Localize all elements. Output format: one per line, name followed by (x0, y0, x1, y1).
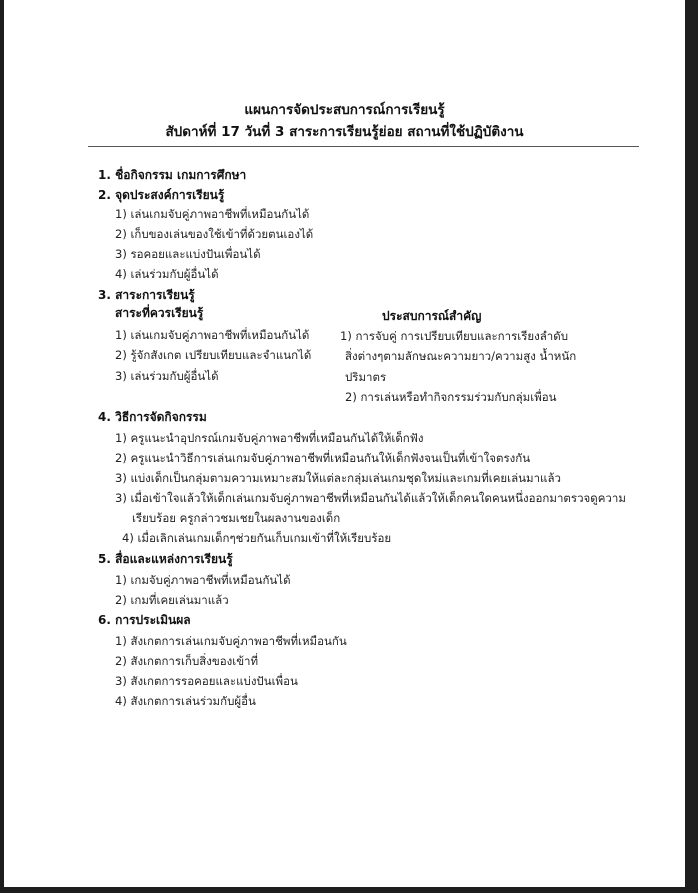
objective-item: 1) เล่นเกมจับคู่ภาพอาชีพที่เหมือนกันได้ (115, 207, 310, 221)
media-item: 1) เกมจับคู่ภาพอาชีพที่เหมือนกันได้ (115, 573, 291, 587)
evaluation-item: 4) สังเกตการเล่นร่วมกับผู้อื่น (115, 694, 256, 708)
procedure-item: 4) เมื่อเลิกเล่นเกมเด็กๆช่วยกันเก็บเกมเข้าที่ให้เรียบร้อย (122, 531, 392, 545)
procedure-item: 1) ครูแนะนำอุปกรณ์เกมจับคู่ภาพอาชีพที่เหมือนกันได้ให้เด็กฟัง (115, 431, 424, 445)
section5-heading: 5. สื่อและแหล่งการเรียนรู้ (98, 552, 233, 566)
experience-item-cont: สิ่งต่างๆตามลักษณะความยาว/ความสูง น้ำหนัก (345, 349, 577, 363)
procedure-item: 2) ครูแนะนำวิธีการเล่นเกมจับคู่ภาพอาชีพที่เหมือนกันให้เด็กฟังจนเป็นที่เข้าใจตรงกัน (115, 451, 531, 465)
evaluation-item: 3) สังเกตการรอคอยและแบ่งปันเพื่อน (115, 674, 298, 688)
section3-heading: 3. สาระการเรียนรู้ (98, 288, 195, 302)
experience-item: 1) การจับคู่ การเปรียบเทียบและการเรียงลำดับ (340, 329, 569, 343)
evaluation-item: 2) สังเกตการเก็บสิ่งของเข้าที่ (115, 654, 259, 668)
experience-item-cont: ปริมาตร (345, 370, 387, 384)
content-item: 3) เล่นร่วมกับผู้อื่นได้ (115, 369, 219, 383)
content-item: 1) เล่นเกมจับคู่ภาพอาชีพที่เหมือนกันได้ (115, 328, 310, 342)
procedure-item-cont: เรียบร้อย ครูกล่าวชมเชยในผลงานของเด็ก (132, 511, 341, 525)
experience-column-heading: ประสบการณ์สำคัญ (382, 309, 482, 323)
document-title: แผนการจัดประสบการณ์การเรียนรู้ (244, 102, 445, 118)
document-subtitle: สัปดาห์ที่ 17 วันที่ 3 สาระการเรียนรู้ย่อย สถานที่ใช้ปฏิบัติงาน (165, 124, 524, 140)
procedure-item: 3) เมื่อเข้าใจแล้วให้เด็กเล่นเกมจับคู่ภาพอาชีพที่เหมือนกันได้แล้วให้เด็กคนใดคนหนึ่งออกมาตรวจดูความ (115, 491, 626, 505)
document-page (4, 0, 685, 887)
experience-item: 2) การเล่นหรือทำกิจกรรมร่วมกับกลุ่มเพื่อน (345, 390, 557, 404)
objective-item: 2) เก็บของเล่นของใช้เข้าที่ด้วยตนเองได้ (115, 227, 314, 241)
content-item: 2) รู้จักสังเกต เปรียบเทียบและจำแนกได้ (115, 348, 312, 362)
section6-heading: 6. การประเมินผล (98, 613, 191, 627)
section2-heading: 2. จุดประสงค์การเรียนรู้ (98, 188, 225, 202)
media-item: 2) เกมที่เคยเล่นมาแล้ว (115, 593, 229, 607)
content-column-heading: สาระที่ควรเรียนรู้ (115, 306, 204, 320)
objective-item: 3) รอคอยและแบ่งปันเพื่อนได้ (115, 247, 261, 261)
section1-heading: 1. ชื่อกิจกรรม เกมการศึกษา (98, 168, 247, 182)
title-divider (88, 146, 639, 147)
procedure-item: 3) แบ่งเด็กเป็นกลุ่มตามความเหมาะสมให้แต่ละกลุ่มเล่นเกมชุดใหม่และเกมที่เคยเล่นมาแล้ว (115, 471, 561, 485)
objective-item: 4) เล่นร่วมกับผู้อื่นได้ (115, 267, 219, 281)
evaluation-item: 1) สังเกตการเล่นเกมจับคู่ภาพอาชีพที่เหมือนกัน (115, 634, 347, 648)
section4-heading: 4. วิธีการจัดกิจกรรม (98, 410, 207, 424)
